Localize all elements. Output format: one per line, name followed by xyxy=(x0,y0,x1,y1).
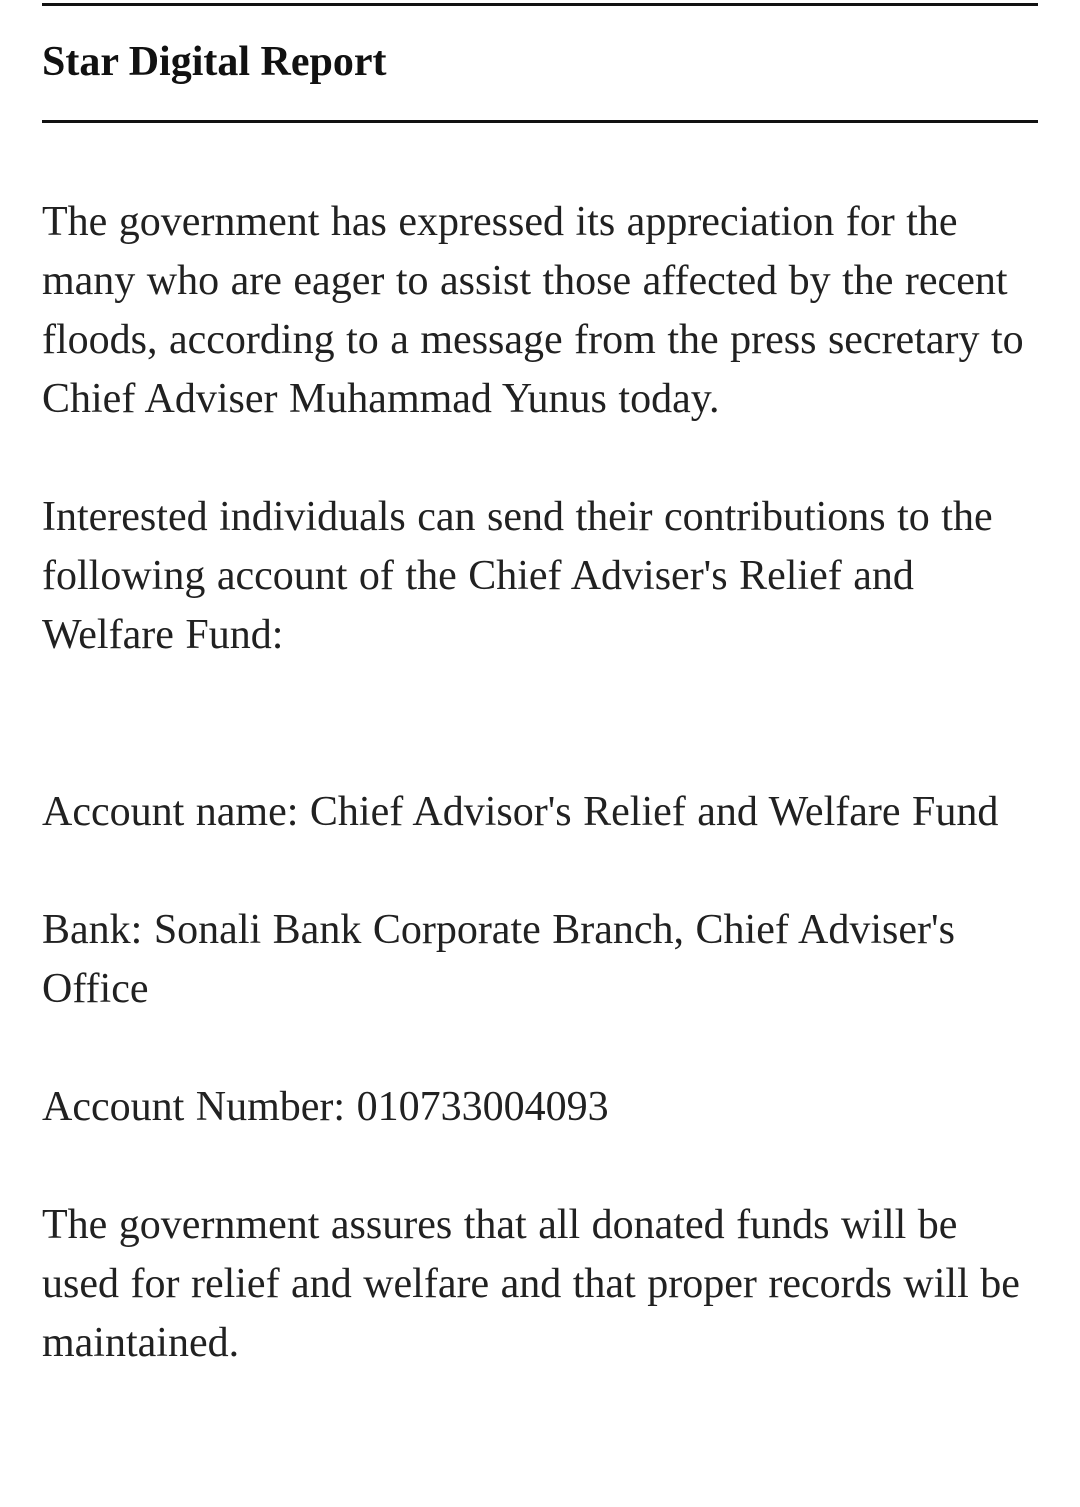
article-page xyxy=(0,3,1080,1373)
title-divider xyxy=(42,120,1038,123)
page-title: Star Digital Report xyxy=(42,39,387,85)
paragraph-intro: The government has expressed its appreciation for the many who are eager to assist those affected by the recent floods, according to a message from the press secretary to Chief Adviser Muhammad Yunus today. xyxy=(42,199,1024,422)
paragraph-account-number: Account Number: 010733004093 xyxy=(42,1084,609,1130)
paragraph-contributions: Interested individuals can send their contributions to the following account of the Chief Adviser's Relief and Welfare Fund: xyxy=(42,494,993,658)
paragraph-assurance: The government assures that all donated funds will be used for relief and welfare and that proper records will be maintained. xyxy=(42,1202,1020,1366)
paragraph-bank: Bank: Sonali Bank Corporate Branch, Chief Adviser's Office xyxy=(42,907,955,1012)
top-divider xyxy=(42,3,1038,6)
paragraph-account-name: Account name: Chief Advisor's Relief and Welfare Fund xyxy=(42,789,999,835)
article-body xyxy=(42,193,1038,1373)
